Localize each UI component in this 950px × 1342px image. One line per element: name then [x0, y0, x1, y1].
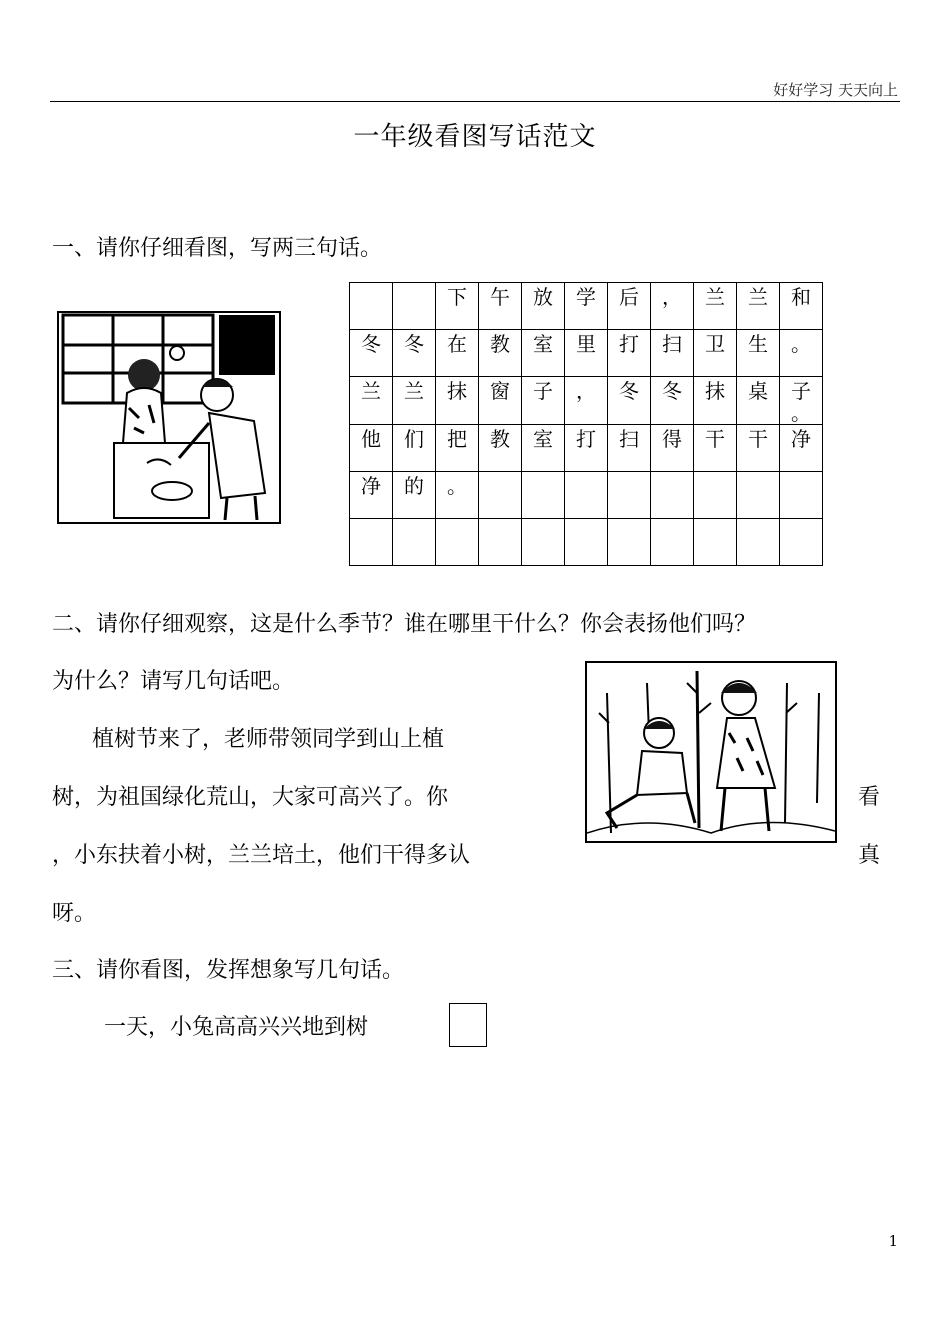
grid-cell	[780, 519, 823, 566]
header-divider	[50, 101, 900, 102]
grid-cell	[522, 519, 565, 566]
grid-cell: 教	[479, 330, 522, 377]
grid-cell: 兰	[350, 377, 393, 425]
grid-cell	[651, 519, 694, 566]
tree-planting-illustration	[585, 661, 837, 843]
grid-cell: 桌	[737, 377, 780, 425]
grid-cell: 和	[780, 283, 823, 330]
grid-cell: 打	[608, 330, 651, 377]
essay-line-3-end: 真	[858, 843, 881, 868]
grid-cell	[393, 283, 436, 330]
grid-cell	[479, 472, 522, 519]
grid-cell	[737, 519, 780, 566]
section3-prompt: 三、请你看图，发挥想象写几句话。	[52, 958, 405, 983]
grid-cell: 子 。	[780, 377, 823, 425]
header-motto: 好好学习 天天向上	[773, 81, 898, 99]
grid-cell: 扫	[608, 425, 651, 472]
essay-line-2-end: 看	[858, 785, 881, 810]
essay-line-1: 植树节来了，老师带领同学到山上植	[92, 727, 445, 752]
grid-cell	[608, 519, 651, 566]
grid-row	[350, 472, 823, 519]
grid-cell	[565, 519, 608, 566]
grid-cell	[565, 472, 608, 519]
grid-cell: 后	[608, 283, 651, 330]
page-number: 1	[888, 1232, 898, 1250]
grid-cell: 室	[522, 330, 565, 377]
grid-cell	[737, 472, 780, 519]
grid-cell: 窗	[479, 377, 522, 425]
grid-cell: 冬	[350, 330, 393, 377]
grid-cell	[780, 472, 823, 519]
grid-cell: 子	[522, 377, 565, 425]
grid-cell: 打	[565, 425, 608, 472]
grid-cell	[350, 283, 393, 330]
grid-cell	[608, 472, 651, 519]
grid-cell: ，	[651, 283, 694, 330]
section2-prompt-line1: 二、请你仔细观察，这是什么季节？谁在哪里干什么？你会表扬他们吗？	[52, 612, 757, 637]
grid-cell	[694, 472, 737, 519]
grid-cell: 净	[780, 425, 823, 472]
tree-planting-drawing	[587, 663, 835, 841]
writing-grid	[349, 282, 823, 566]
grid-cell	[522, 472, 565, 519]
grid-cell: 兰	[393, 377, 436, 425]
grid-cell: 他	[350, 425, 393, 472]
grid-cell	[694, 519, 737, 566]
grid-cell: ，	[565, 377, 608, 425]
grid-cell: 教	[479, 425, 522, 472]
essay-line-2: 树，为祖国绿化荒山，大家可高兴了。你	[52, 785, 449, 810]
cleaning-classroom-drawing	[59, 313, 279, 522]
grid-cell: 得	[651, 425, 694, 472]
grid-cell	[393, 519, 436, 566]
grid-cell: 。	[436, 472, 479, 519]
grid-cell: 干	[737, 425, 780, 472]
grid-row	[350, 377, 823, 425]
grid-cell: 午	[479, 283, 522, 330]
grid-cell: 抹	[694, 377, 737, 425]
page-title: 一年级看图写话范文	[353, 122, 597, 152]
section1-prompt: 一、请你仔细看图，写两三句话。	[52, 236, 383, 261]
grid-cell: 放	[522, 283, 565, 330]
grid-cell: 学	[565, 283, 608, 330]
grid-cell: 扫	[651, 330, 694, 377]
grid-cell	[350, 519, 393, 566]
grid-cell: 卫	[694, 330, 737, 377]
grid-cell: 下	[436, 283, 479, 330]
answer-box[interactable]	[449, 1003, 487, 1047]
grid-cell: 冬	[651, 377, 694, 425]
grid-cell: 净	[350, 472, 393, 519]
cleaning-classroom-illustration	[57, 311, 281, 524]
grid-cell: 抹	[436, 377, 479, 425]
grid-cell	[651, 472, 694, 519]
grid-cell	[436, 519, 479, 566]
grid-cell: 。	[780, 330, 823, 377]
grid-cell: 里	[565, 330, 608, 377]
grid-cell: 把	[436, 425, 479, 472]
grid-cell: 室	[522, 425, 565, 472]
grid-row	[350, 330, 823, 377]
grid-cell: 兰	[694, 283, 737, 330]
grid-cell: 们	[393, 425, 436, 472]
grid-row	[350, 283, 823, 330]
grid-row	[350, 519, 823, 566]
grid-cell: 生	[737, 330, 780, 377]
grid-cell: 的	[393, 472, 436, 519]
section3-line-1: 一天，小兔高高兴兴地到树	[104, 1015, 369, 1040]
grid-cell: 冬	[393, 330, 436, 377]
grid-cell: 兰	[737, 283, 780, 330]
section2-prompt-line2: 为什么？请写几句话吧。	[52, 669, 295, 694]
essay-line-4: 呀。	[52, 901, 97, 926]
grid-cell: 冬	[608, 377, 651, 425]
essay-line-3: ，小东扶着小树，兰兰培土，他们干得多认	[52, 843, 471, 868]
grid-cell: 干	[694, 425, 737, 472]
grid-cell	[479, 519, 522, 566]
grid-row	[350, 425, 823, 472]
grid-cell: 在	[436, 330, 479, 377]
